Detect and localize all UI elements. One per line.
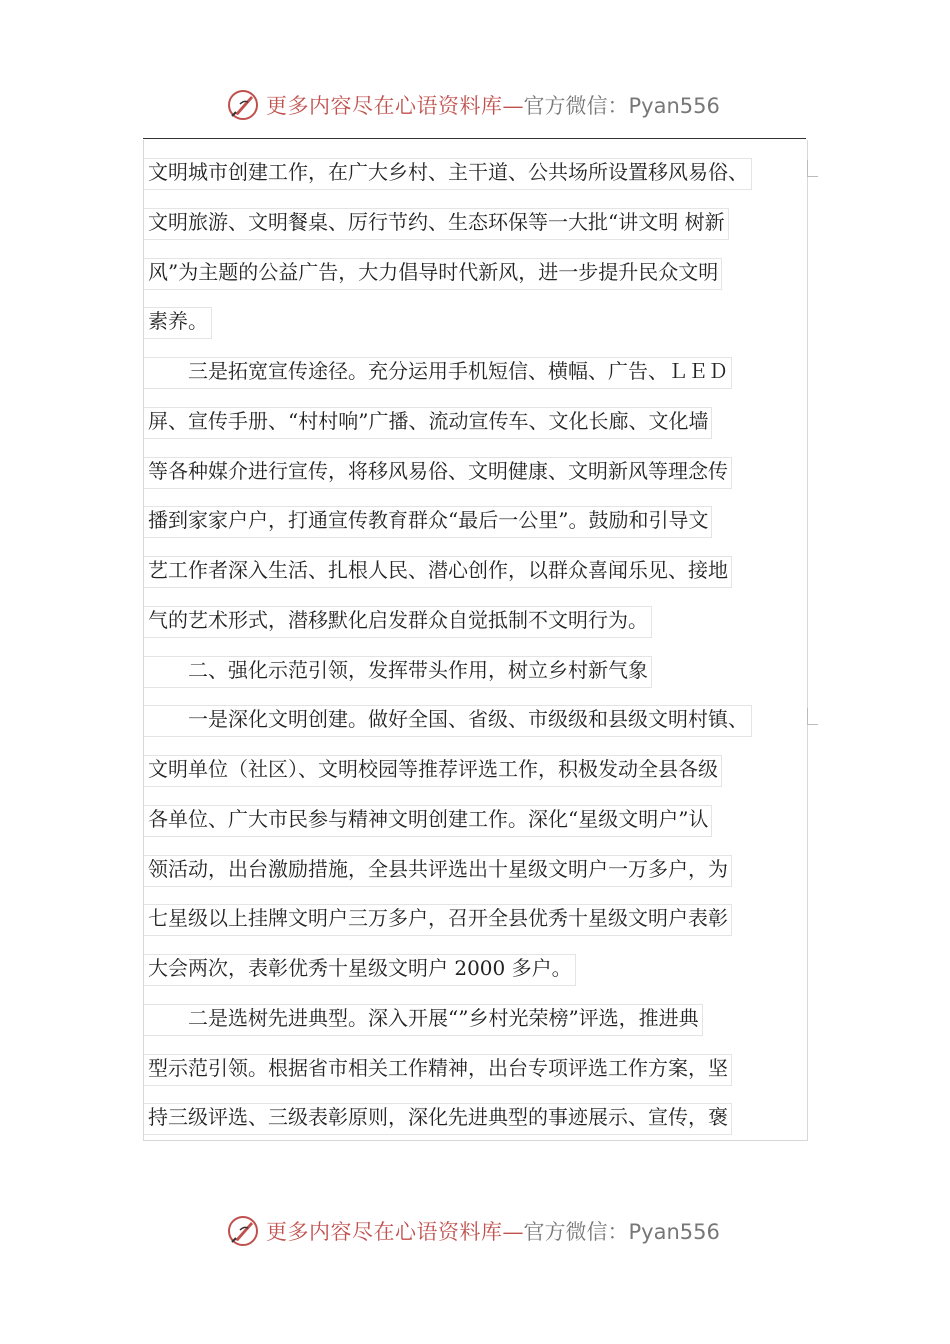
body-line: 一是深化文明创建。做好全国、省级、市级级和县级文明村镇、: [148, 699, 748, 739]
header-banner: [0, 84, 950, 128]
body-line: 型示范引领。根据省市相关工作精神，出台专项评选工作方案，坚: [148, 1048, 728, 1088]
body-line: 大会两次，表彰优秀十星级文明户 2000 多户。: [148, 948, 572, 988]
header-wechat-id: Pyan556: [628, 94, 720, 118]
section-heading: 二、强化示范引领，发挥带头作用，树立乡村新气象: [148, 650, 648, 690]
header-rule: [143, 138, 806, 139]
body-line: 屏、宣传手册、“村村响”广播、流动宣传车、文化长廊、文化墙: [148, 401, 708, 441]
quill-pen-icon: [226, 88, 260, 122]
body-line: 艺工作者深入生活、扎根人民、潜心创作，以群众喜闻乐见、接地: [148, 550, 728, 590]
margin-mark: [807, 160, 818, 177]
body-line: 风”为主题的公益广告，大力倡导时代新风，进一步提升民众文明: [148, 252, 718, 292]
body-line: 播到家家户户，打通宣传教育群众“最后一公里”。鼓励和引导文: [148, 500, 708, 540]
margin-mark: [807, 708, 818, 725]
body-line: 领活动，出台激励措施，全县共评选出十星级文明户一万多户，为: [148, 849, 728, 889]
footer-wechat-id: Pyan556: [628, 1220, 720, 1244]
body-line: 三是拓宽宣传途径。充分运用手机短信、横幅、广告、ＬＥＤ: [148, 351, 728, 391]
footer-banner: [0, 1210, 950, 1254]
header-wechat-label: 官方微信：: [523, 94, 629, 118]
body-line: 素养。: [148, 301, 208, 341]
body-line: 七星级以上挂牌文明户三万多户，召开全县优秀十星级文明户表彰: [148, 898, 728, 938]
body-line: 持三级评选、三级表彰原则，深化先进典型的事迹展示、宣传，褒: [148, 1097, 728, 1137]
header-brand: 更多内容尽在心语资料库: [266, 94, 503, 118]
body-line: 文明城市创建工作，在广大乡村、主干道、公共场所设置移风易俗、: [148, 152, 748, 192]
body-line: 文明旅游、文明餐桌、厉行节约、生态环保等一大批“讲文明 树新: [148, 202, 725, 242]
body-line: 各单位、广大市民参与精神文明创建工作。深化“星级文明户”认: [148, 799, 708, 839]
footer-wechat-label: 官方微信：: [523, 1220, 629, 1244]
body-line: 文明单位（社区）、文明校园等推荐评选工作，积极发动全县各级: [148, 749, 718, 789]
header-text: [266, 92, 720, 120]
body-line: 气的艺术形式，潜移默化启发群众自觉抵制不文明行为。: [148, 600, 648, 640]
footer-dash: —: [502, 1220, 524, 1244]
footer-text: [266, 1218, 720, 1246]
header-dash: —: [502, 94, 524, 118]
body-line: 二是选树先进典型。深入开展“”乡村光荣榜”评选，推进典: [148, 998, 699, 1038]
quill-pen-icon: [226, 1214, 260, 1248]
footer-brand: 更多内容尽在心语资料库: [266, 1220, 503, 1244]
body-line: 等各种媒介进行宣传，将移风易俗、文明健康、文明新风等理念传: [148, 451, 728, 491]
